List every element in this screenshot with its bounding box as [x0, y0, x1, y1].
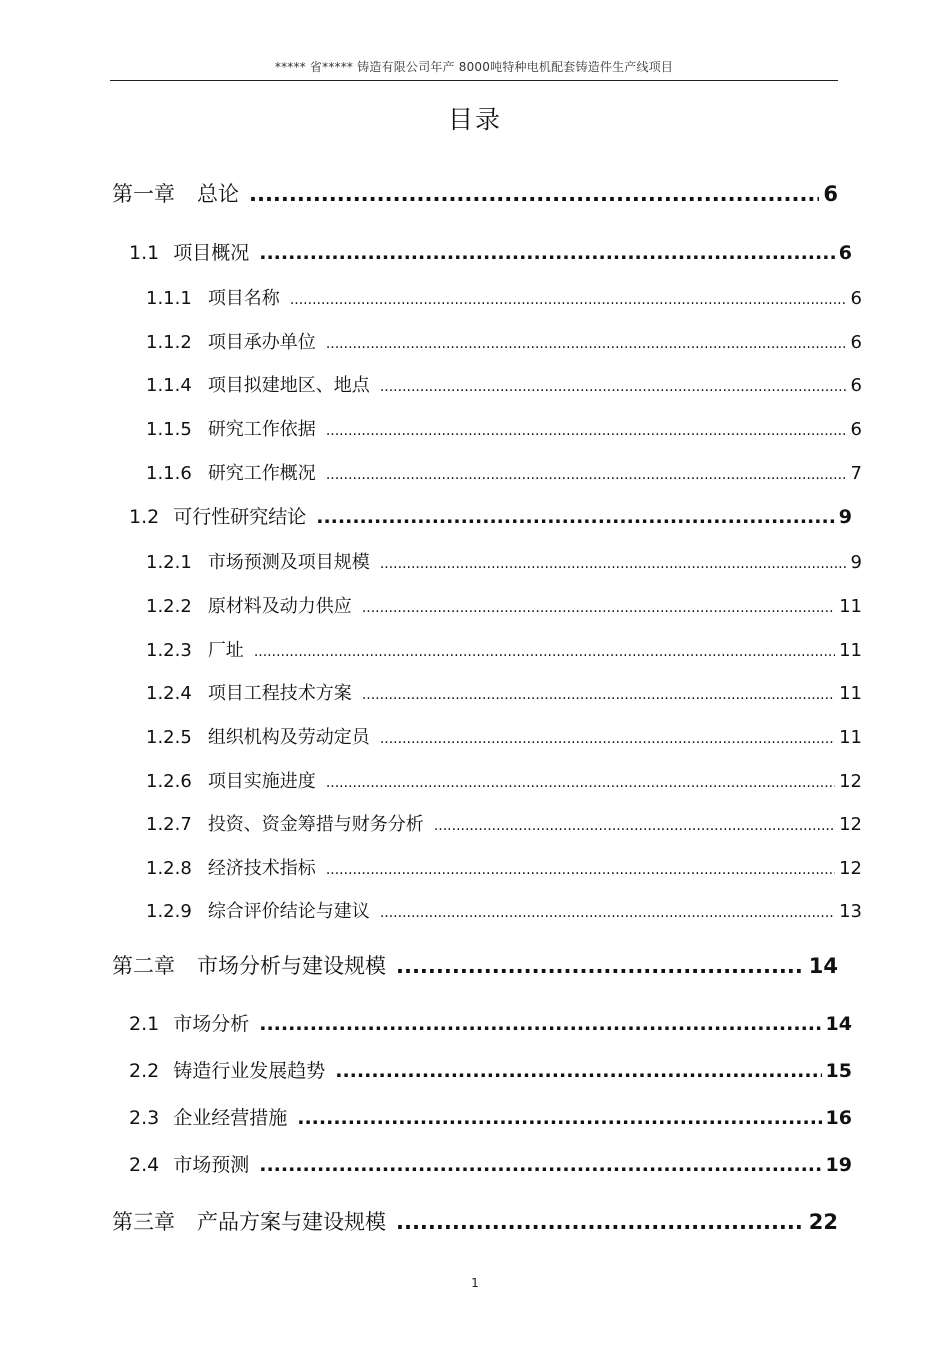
toc-entry-subsection[interactable]: [146, 767, 862, 793]
dot-leader: [290, 292, 847, 308]
dot-leader: [249, 182, 819, 206]
dot-leader: [380, 556, 847, 572]
toc-entry-subsection[interactable]: [146, 723, 862, 749]
toc-number: 1.2.9: [146, 901, 192, 922]
toc-label: 组织机构及劳动定员: [207, 727, 370, 748]
toc-page-number: 12: [839, 858, 862, 879]
toc-entry-subsection[interactable]: [146, 897, 862, 923]
toc-entry-chapter-1[interactable]: [112, 178, 838, 208]
toc-label: 原材料及动力供应: [207, 596, 352, 617]
toc-entry-section[interactable]: [129, 1009, 852, 1036]
toc-entry-section[interactable]: [129, 1103, 852, 1130]
toc-number: 1.1.1: [146, 288, 192, 309]
toc-label: 项目工程技术方案: [207, 683, 352, 704]
toc-number: 2.3: [129, 1107, 160, 1129]
dot-leader: [316, 506, 835, 528]
dot-leader: [396, 1210, 805, 1234]
toc-entry-chapter-3[interactable]: [112, 1206, 838, 1236]
toc-number: 2.2: [129, 1060, 160, 1082]
toc-page-number: 12: [839, 814, 862, 835]
toc-label: 研究工作依据: [207, 419, 316, 440]
toc-entry-subsection[interactable]: [146, 679, 862, 705]
toc-page-number: 22: [808, 1210, 838, 1234]
toc-page-number: 11: [839, 727, 862, 748]
toc-number: 1.1.5: [146, 419, 192, 440]
toc-label: 项目概况: [173, 242, 250, 264]
toc-number: 1.2.6: [146, 771, 192, 792]
toc-page-number: 6: [850, 419, 862, 440]
dot-leader: [434, 818, 835, 834]
toc-page-number: 14: [825, 1013, 852, 1035]
dot-leader: [380, 731, 835, 747]
running-header: ***** 省***** 铸造有限公司年产 8000吨特种电机配套铸造件生产线项目: [274, 60, 674, 74]
dot-leader: [362, 600, 835, 616]
dot-leader: [297, 1107, 821, 1129]
toc-number: 1.1: [129, 242, 160, 264]
toc-entry-chapter-2[interactable]: [112, 950, 838, 980]
dot-leader: [380, 905, 835, 921]
toc-number: 1.2.1: [146, 552, 192, 573]
toc-page-number: 11: [839, 640, 862, 661]
toc-entry-subsection[interactable]: [146, 548, 862, 574]
toc-number: 1.1.6: [146, 463, 192, 484]
toc-number: 1.2.3: [146, 640, 192, 661]
toc-number: 1.2.5: [146, 727, 192, 748]
toc-page-number: 13: [839, 901, 862, 922]
toc-label: 项目拟建地区、地点: [207, 375, 370, 396]
toc-entry-subsection[interactable]: [146, 415, 862, 441]
toc-label: 铸造行业发展趋势: [173, 1060, 326, 1082]
dot-leader: [335, 1060, 821, 1082]
toc-page-number: 7: [850, 463, 862, 484]
dot-leader: [326, 336, 847, 352]
toc-label: 综合评价结论与建议: [207, 901, 370, 922]
toc-page-number: 6: [823, 182, 838, 206]
toc-label: 经济技术指标: [207, 858, 316, 879]
toc-number: 第三章: [112, 1210, 175, 1234]
toc-entry-section[interactable]: [129, 238, 852, 265]
toc-label: 市场预测: [173, 1154, 250, 1176]
toc-page-number: 6: [850, 375, 862, 396]
toc-label: 市场分析与建设规模: [197, 954, 386, 978]
toc-entry-section[interactable]: [129, 1150, 852, 1177]
toc-page-number: 9: [838, 506, 852, 528]
toc-page-number: 11: [839, 596, 862, 617]
toc-entry-subsection[interactable]: [146, 592, 862, 618]
toc-label: 厂址: [207, 640, 244, 661]
dot-leader: [259, 1154, 821, 1176]
toc-number: 第二章: [112, 954, 175, 978]
dot-leader: [259, 1013, 821, 1035]
page-title: 目录: [447, 105, 502, 134]
dot-leader: [326, 423, 847, 439]
page-number-footer: 1: [471, 1276, 479, 1290]
toc-number: 1.2.2: [146, 596, 192, 617]
toc-number: 1.2: [129, 506, 160, 528]
toc-number: 1.2.4: [146, 683, 192, 704]
toc-label: 总论: [197, 182, 239, 206]
toc-number: 1.2.8: [146, 858, 192, 879]
dot-leader: [326, 862, 835, 878]
toc-number: 第一章: [112, 182, 175, 206]
toc-page-number: 16: [825, 1107, 852, 1129]
toc-number: 2.4: [129, 1154, 160, 1176]
toc-label: 研究工作概况: [207, 463, 316, 484]
toc-page-number: 19: [825, 1154, 852, 1176]
toc-entry-subsection[interactable]: [146, 854, 862, 880]
dot-leader: [396, 954, 805, 978]
toc-label: 市场分析: [173, 1013, 250, 1035]
toc-page-number: 11: [839, 683, 862, 704]
toc-page-number: 6: [850, 332, 862, 353]
toc-number: 1.1.2: [146, 332, 192, 353]
dot-leader: [362, 687, 835, 703]
toc-entry-subsection[interactable]: [146, 636, 862, 662]
toc-entry-subsection[interactable]: [146, 371, 862, 397]
toc-page-number: 12: [839, 771, 862, 792]
dot-leader: [259, 242, 835, 264]
toc-entry-section[interactable]: [129, 502, 852, 529]
toc-entry-subsection[interactable]: [146, 284, 862, 310]
toc-entry-subsection[interactable]: [146, 459, 862, 485]
toc-entry-subsection[interactable]: [146, 810, 862, 836]
toc-label: 投资、资金筹措与财务分析: [207, 814, 424, 835]
toc-entry-section[interactable]: [129, 1056, 852, 1083]
dot-leader: [326, 467, 847, 483]
dot-leader: [326, 775, 835, 791]
toc-page-number: 15: [825, 1060, 852, 1082]
toc-label: 项目承办单位: [207, 332, 316, 353]
dot-leader: [380, 379, 847, 395]
toc-entry-subsection[interactable]: [146, 328, 862, 354]
dot-leader: [254, 644, 835, 660]
toc-number: 2.1: [129, 1013, 160, 1035]
toc-label: 产品方案与建设规模: [197, 1210, 386, 1234]
toc-label: 市场预测及项目规模: [207, 552, 370, 573]
toc-page-number: 14: [808, 954, 838, 978]
toc-number: 1.1.4: [146, 375, 192, 396]
toc-label: 企业经营措施: [173, 1107, 288, 1129]
toc-page-number: 6: [838, 242, 852, 264]
toc-page-number: 6: [850, 288, 862, 309]
toc-label: 项目名称: [207, 288, 280, 309]
toc-page-number: 9: [850, 552, 862, 573]
toc-label: 可行性研究结论: [173, 506, 307, 528]
toc-label: 项目实施进度: [207, 771, 316, 792]
toc-number: 1.2.7: [146, 814, 192, 835]
